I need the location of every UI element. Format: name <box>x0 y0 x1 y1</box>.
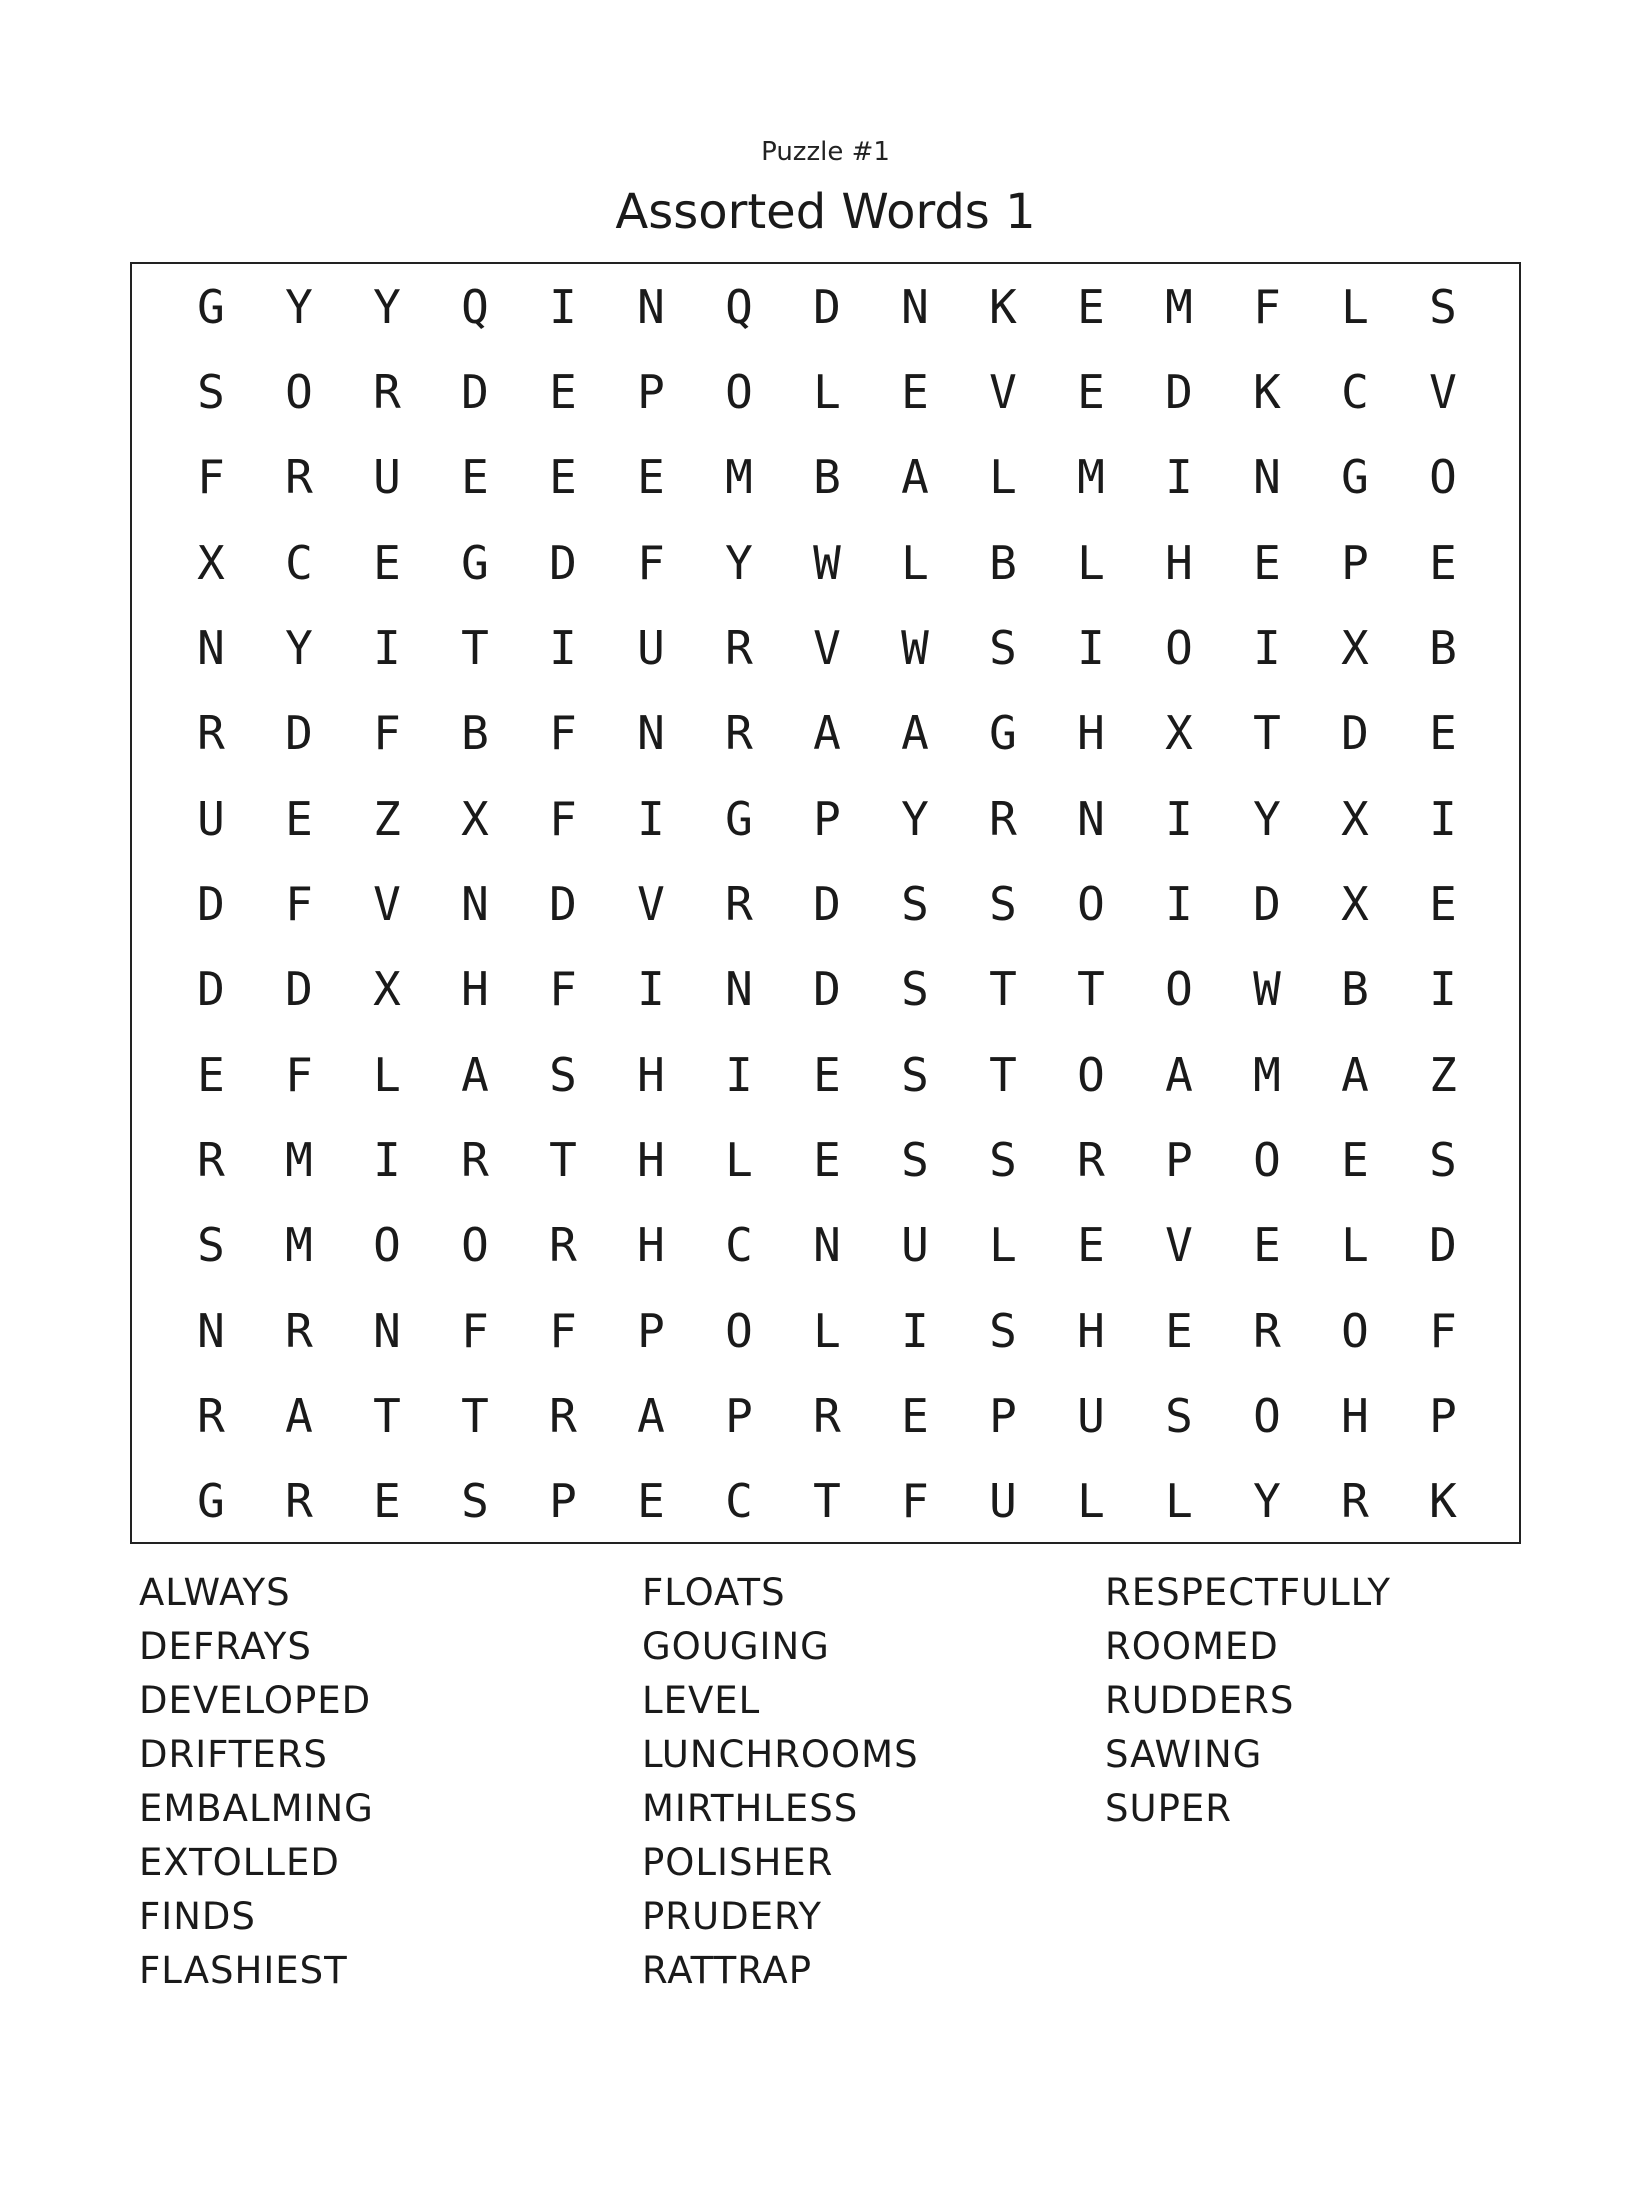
word-list-item: RESPECTFULLY <box>1105 1571 1391 1614</box>
grid-cell[interactable]: E <box>1077 364 1105 419</box>
grid-cell[interactable]: G <box>461 535 489 590</box>
grid-cell[interactable]: F <box>285 1047 313 1102</box>
grid-cell[interactable]: S <box>1429 1132 1457 1187</box>
grid-cell[interactable]: E <box>901 364 929 419</box>
grid-cell[interactable]: S <box>1165 1388 1193 1443</box>
word-list-item: RUDDERS <box>1105 1679 1295 1722</box>
grid-cell[interactable]: M <box>1077 450 1105 505</box>
word-list-item: DEVELOPED <box>139 1679 372 1722</box>
word-list-item: LUNCHROOMS <box>642 1733 919 1776</box>
grid-cell[interactable]: X <box>461 791 489 846</box>
grid-cell[interactable]: R <box>989 791 1017 846</box>
word-list-item: EMBALMING <box>139 1787 374 1830</box>
grid-cell[interactable]: B <box>461 706 489 761</box>
grid-cell[interactable]: T <box>461 1388 489 1443</box>
grid-cell[interactable]: P <box>813 791 841 846</box>
grid-cell[interactable]: O <box>1077 1047 1105 1102</box>
grid-cell[interactable]: T <box>989 1047 1017 1102</box>
grid-cell[interactable]: L <box>1165 1474 1193 1529</box>
grid-cell[interactable]: F <box>549 791 577 846</box>
grid-cell[interactable]: L <box>725 1132 753 1187</box>
word-list-item: DRIFTERS <box>139 1733 328 1776</box>
grid-cell[interactable]: N <box>373 1303 401 1358</box>
word-list-item: GOUGING <box>642 1625 830 1668</box>
grid-cell[interactable]: F <box>549 1303 577 1358</box>
grid-cell[interactable]: I <box>373 1132 401 1187</box>
grid-cell[interactable]: S <box>461 1474 489 1529</box>
grid-cell[interactable]: F <box>637 535 665 590</box>
grid-cell[interactable]: R <box>461 1132 489 1187</box>
grid-cell[interactable]: D <box>813 279 841 334</box>
grid-cell[interactable]: I <box>1429 791 1457 846</box>
word-list-item: FINDS <box>139 1895 256 1938</box>
grid-cell[interactable]: R <box>373 364 401 419</box>
grid-cell[interactable]: G <box>197 279 225 334</box>
word-column <box>139 1566 374 1998</box>
word-list-item: ROOMED <box>1105 1625 1279 1668</box>
grid-cell[interactable]: L <box>1341 279 1369 334</box>
grid-cell[interactable]: I <box>373 620 401 675</box>
grid-cell[interactable]: P <box>1341 535 1369 590</box>
grid-cell[interactable]: R <box>285 450 313 505</box>
grid-cell[interactable]: T <box>549 1132 577 1187</box>
grid-cell[interactable]: R <box>1077 1132 1105 1187</box>
grid-cell[interactable]: E <box>1429 706 1457 761</box>
grid-cell[interactable]: D <box>461 364 489 419</box>
grid-cell[interactable]: E <box>901 1388 929 1443</box>
grid-cell[interactable]: Q <box>725 279 753 334</box>
grid-cell[interactable]: O <box>1253 1132 1281 1187</box>
grid-cell[interactable]: P <box>637 364 665 419</box>
grid-cell[interactable]: M <box>1165 279 1193 334</box>
grid-cell[interactable]: D <box>197 962 225 1017</box>
grid-cell[interactable]: I <box>1429 962 1457 1017</box>
grid-cell[interactable]: I <box>637 791 665 846</box>
word-list-item: EXTOLLED <box>139 1841 340 1884</box>
grid-cell[interactable]: A <box>1165 1047 1193 1102</box>
grid-cell[interactable]: E <box>813 1047 841 1102</box>
word-list-item: FLASHIEST <box>139 1949 348 1992</box>
grid-cell[interactable]: V <box>989 364 1017 419</box>
grid-cell[interactable]: O <box>1429 450 1457 505</box>
word-column <box>642 1566 919 1998</box>
grid-cell[interactable]: R <box>813 1388 841 1443</box>
grid-cell[interactable]: R <box>725 876 753 931</box>
grid-cell[interactable]: D <box>813 876 841 931</box>
word-list <box>0 1566 1651 2006</box>
grid-cell[interactable]: W <box>813 535 841 590</box>
grid-cell[interactable]: X <box>1341 620 1369 675</box>
grid-cell[interactable]: O <box>1165 620 1193 675</box>
word-list-item: FLOATS <box>642 1571 786 1614</box>
grid-cell[interactable]: Y <box>373 279 401 334</box>
grid-cell[interactable]: I <box>637 962 665 1017</box>
grid-cell[interactable]: S <box>1429 279 1457 334</box>
grid-cell[interactable]: M <box>285 1132 313 1187</box>
grid-cell[interactable]: Y <box>285 620 313 675</box>
grid-cell[interactable]: D <box>1429 1218 1457 1273</box>
grid-cell[interactable]: A <box>901 706 929 761</box>
grid-cell[interactable]: N <box>637 279 665 334</box>
grid-cell[interactable]: X <box>1165 706 1193 761</box>
grid-cell[interactable]: X <box>1341 791 1369 846</box>
puzzle-number: Puzzle #1 <box>761 137 890 167</box>
grid-cell[interactable]: H <box>1077 1303 1105 1358</box>
grid-cell[interactable]: F <box>901 1474 929 1529</box>
grid-cell[interactable]: S <box>901 876 929 931</box>
grid-cell[interactable]: Y <box>1253 791 1281 846</box>
grid-cell[interactable]: L <box>1341 1218 1369 1273</box>
grid-cell[interactable]: R <box>1253 1303 1281 1358</box>
grid-cell[interactable]: D <box>197 876 225 931</box>
grid-cell[interactable]: N <box>197 620 225 675</box>
grid-cell[interactable]: O <box>373 1218 401 1273</box>
grid-cell[interactable]: E <box>461 450 489 505</box>
grid-cell[interactable]: E <box>1341 1132 1369 1187</box>
grid-cell[interactable]: V <box>637 876 665 931</box>
word-list-item: SAWING <box>1105 1733 1263 1776</box>
grid-cell[interactable]: P <box>1429 1388 1457 1443</box>
grid-cell[interactable]: I <box>901 1303 929 1358</box>
grid-cell[interactable]: N <box>813 1218 841 1273</box>
word-list-item: LEVEL <box>642 1679 761 1722</box>
grid-cell[interactable]: A <box>637 1388 665 1443</box>
grid-cell[interactable]: D <box>813 962 841 1017</box>
word-list-item: ALWAYS <box>139 1571 291 1614</box>
grid-cell[interactable]: Y <box>285 279 313 334</box>
grid-cell[interactable]: T <box>813 1474 841 1529</box>
grid-cell[interactable]: V <box>373 876 401 931</box>
grid-cell[interactable]: S <box>989 620 1017 675</box>
grid-cell[interactable]: Y <box>901 791 929 846</box>
grid-cell[interactable]: E <box>1429 876 1457 931</box>
grid-cell[interactable]: I <box>1253 620 1281 675</box>
word-list-item: PRUDERY <box>642 1895 822 1938</box>
grid-cell[interactable]: U <box>901 1218 929 1273</box>
grid-cell[interactable]: N <box>1077 791 1105 846</box>
grid-cell[interactable]: I <box>1077 620 1105 675</box>
grid-cell[interactable]: L <box>1077 535 1105 590</box>
grid-cell[interactable]: L <box>989 450 1017 505</box>
grid-cell[interactable]: I <box>1165 791 1193 846</box>
grid-cell[interactable]: L <box>813 364 841 419</box>
grid-cell[interactable]: F <box>549 962 577 1017</box>
grid-cell[interactable]: T <box>461 620 489 675</box>
grid-cell[interactable]: B <box>1429 620 1457 675</box>
grid-cell[interactable]: A <box>461 1047 489 1102</box>
grid-cell[interactable]: C <box>725 1474 753 1529</box>
grid-cell[interactable]: Y <box>725 535 753 590</box>
grid-cell[interactable]: E <box>549 450 577 505</box>
grid-cell[interactable]: H <box>1165 535 1193 590</box>
grid-cell[interactable]: E <box>285 791 313 846</box>
grid-cell[interactable]: M <box>725 450 753 505</box>
grid-cell[interactable]: I <box>1165 876 1193 931</box>
grid-cell[interactable]: C <box>1341 364 1369 419</box>
grid-cell[interactable]: H <box>1341 1388 1369 1443</box>
grid-cell[interactable]: S <box>989 876 1017 931</box>
grid-cell[interactable]: F <box>197 450 225 505</box>
grid-cell[interactable]: N <box>725 962 753 1017</box>
grid-cell[interactable]: R <box>285 1474 313 1529</box>
grid-cell[interactable]: T <box>989 962 1017 1017</box>
grid-cell[interactable]: L <box>1077 1474 1105 1529</box>
grid-cell[interactable]: U <box>637 620 665 675</box>
grid-cell[interactable]: R <box>197 1388 225 1443</box>
grid-cell[interactable]: O <box>725 1303 753 1358</box>
grid-cell[interactable]: G <box>1341 450 1369 505</box>
grid-cell[interactable]: W <box>1253 962 1281 1017</box>
grid-cell[interactable]: R <box>197 706 225 761</box>
grid-cell[interactable]: D <box>285 962 313 1017</box>
grid-cell[interactable]: R <box>197 1132 225 1187</box>
grid-cell[interactable]: V <box>1165 1218 1193 1273</box>
grid-cell[interactable]: G <box>989 706 1017 761</box>
grid-cell[interactable]: Z <box>373 791 401 846</box>
grid-cell[interactable]: S <box>989 1303 1017 1358</box>
grid-cell[interactable]: L <box>901 535 929 590</box>
grid-cell[interactable]: S <box>989 1132 1017 1187</box>
grid-cell[interactable]: I <box>1165 450 1193 505</box>
grid-cell[interactable]: D <box>549 535 577 590</box>
grid-cell[interactable]: V <box>813 620 841 675</box>
word-list-item: DEFRAYS <box>139 1625 312 1668</box>
grid-cell[interactable]: L <box>813 1303 841 1358</box>
grid-cell[interactable]: D <box>1341 706 1369 761</box>
grid-cell[interactable]: W <box>901 620 929 675</box>
grid-cell[interactable]: L <box>989 1218 1017 1273</box>
grid-cell[interactable]: D <box>549 876 577 931</box>
grid-cell[interactable]: K <box>1429 1474 1457 1529</box>
page-title: Assorted Words 1 <box>615 184 1036 240</box>
grid-cell[interactable]: F <box>1429 1303 1457 1358</box>
grid-cell[interactable]: B <box>1341 962 1369 1017</box>
grid-cell[interactable]: A <box>901 450 929 505</box>
grid-cell[interactable]: C <box>725 1218 753 1273</box>
grid-cell[interactable]: U <box>989 1474 1017 1529</box>
grid-cell[interactable]: K <box>989 279 1017 334</box>
grid-cell[interactable]: E <box>1077 279 1105 334</box>
grid-cell[interactable]: P <box>1165 1132 1193 1187</box>
grid-cell[interactable]: Y <box>1253 1474 1281 1529</box>
grid-cell[interactable]: I <box>725 1047 753 1102</box>
grid-cell[interactable]: G <box>725 791 753 846</box>
grid-cell[interactable]: L <box>373 1047 401 1102</box>
grid-cell[interactable]: N <box>461 876 489 931</box>
grid-cell[interactable]: C <box>285 535 313 590</box>
grid-cell[interactable]: E <box>1429 535 1457 590</box>
grid-cell[interactable]: S <box>549 1047 577 1102</box>
grid-cell[interactable]: E <box>549 364 577 419</box>
grid-cell[interactable]: F <box>1253 279 1281 334</box>
grid-cell[interactable]: U <box>373 450 401 505</box>
grid-cell[interactable]: G <box>197 1474 225 1529</box>
grid-cell[interactable]: O <box>1077 876 1105 931</box>
grid-cell[interactable]: U <box>1077 1388 1105 1443</box>
grid-cell[interactable]: T <box>1077 962 1105 1017</box>
grid-cell[interactable]: O <box>725 364 753 419</box>
grid-cell[interactable]: M <box>285 1218 313 1273</box>
grid-cell[interactable]: X <box>197 535 225 590</box>
grid-cell[interactable]: U <box>197 791 225 846</box>
grid-cell[interactable]: M <box>1253 1047 1281 1102</box>
grid-cell[interactable]: S <box>901 962 929 1017</box>
grid-cell[interactable]: K <box>1253 364 1281 419</box>
grid-cell[interactable]: O <box>1341 1303 1369 1358</box>
grid-cell[interactable]: X <box>373 962 401 1017</box>
grid-cell[interactable]: D <box>1165 364 1193 419</box>
grid-cell[interactable]: O <box>1253 1388 1281 1443</box>
grid-cell[interactable]: O <box>461 1218 489 1273</box>
grid-cell[interactable]: P <box>637 1303 665 1358</box>
word-list-item: MIRTHLESS <box>642 1787 859 1830</box>
grid-cell[interactable]: E <box>1165 1303 1193 1358</box>
grid-cell[interactable]: F <box>373 706 401 761</box>
grid-cell[interactable]: A <box>813 706 841 761</box>
grid-cell[interactable]: E <box>1253 1218 1281 1273</box>
grid-cell[interactable]: H <box>637 1047 665 1102</box>
grid-cell[interactable]: H <box>1077 706 1105 761</box>
grid-cell[interactable]: N <box>197 1303 225 1358</box>
grid-cell[interactable]: S <box>197 364 225 419</box>
grid-cell[interactable]: D <box>1253 876 1281 931</box>
grid-cell[interactable]: S <box>197 1218 225 1273</box>
grid-cell[interactable]: R <box>549 1218 577 1273</box>
grid-cell[interactable]: N <box>637 706 665 761</box>
word-list-item: RATTRAP <box>642 1949 813 1992</box>
grid-cell[interactable]: P <box>725 1388 753 1443</box>
grid-cell[interactable]: E <box>1253 535 1281 590</box>
grid-cell[interactable]: Z <box>1429 1047 1457 1102</box>
grid-cell[interactable]: T <box>373 1388 401 1443</box>
grid-cell[interactable]: R <box>1341 1474 1369 1529</box>
grid-cell[interactable]: E <box>373 535 401 590</box>
grid-cell[interactable]: P <box>549 1474 577 1529</box>
grid-cell[interactable]: E <box>637 1474 665 1529</box>
grid-cell[interactable]: H <box>461 962 489 1017</box>
letter-grid <box>167 264 1487 1544</box>
grid-cell[interactable]: B <box>813 450 841 505</box>
grid-cell[interactable]: A <box>1341 1047 1369 1102</box>
grid-cell[interactable]: T <box>1253 706 1281 761</box>
word-column <box>1105 1566 1391 1836</box>
grid-cell[interactable]: S <box>901 1047 929 1102</box>
grid-cell[interactable]: R <box>285 1303 313 1358</box>
grid-cell[interactable]: Q <box>461 279 489 334</box>
grid-cell[interactable]: V <box>1429 364 1457 419</box>
grid-cell[interactable]: N <box>901 279 929 334</box>
grid-cell[interactable]: N <box>1253 450 1281 505</box>
grid-cell[interactable]: H <box>637 1132 665 1187</box>
grid-cell[interactable]: F <box>461 1303 489 1358</box>
grid-cell[interactable]: A <box>285 1388 313 1443</box>
grid-cell[interactable]: E <box>637 450 665 505</box>
grid-cell[interactable]: R <box>725 706 753 761</box>
grid-cell[interactable]: H <box>637 1218 665 1273</box>
grid-cell[interactable]: R <box>549 1388 577 1443</box>
word-list-item: POLISHER <box>642 1841 834 1884</box>
grid-cell[interactable]: E <box>1077 1218 1105 1273</box>
grid-cell[interactable]: B <box>989 535 1017 590</box>
grid-cell[interactable]: D <box>285 706 313 761</box>
word-list-item: SUPER <box>1105 1787 1232 1830</box>
grid-cell[interactable]: P <box>989 1388 1017 1443</box>
grid-cell[interactable]: E <box>813 1132 841 1187</box>
grid-cell[interactable]: R <box>725 620 753 675</box>
grid-cell[interactable]: I <box>549 279 577 334</box>
grid-cell[interactable]: F <box>285 876 313 931</box>
grid-cell[interactable]: E <box>373 1474 401 1529</box>
grid-cell[interactable]: O <box>1165 962 1193 1017</box>
grid-cell[interactable]: E <box>197 1047 225 1102</box>
grid-cell[interactable]: S <box>901 1132 929 1187</box>
grid-cell[interactable]: X <box>1341 876 1369 931</box>
grid-cell[interactable]: O <box>285 364 313 419</box>
grid-cell[interactable]: I <box>549 620 577 675</box>
grid-cell[interactable]: F <box>549 706 577 761</box>
